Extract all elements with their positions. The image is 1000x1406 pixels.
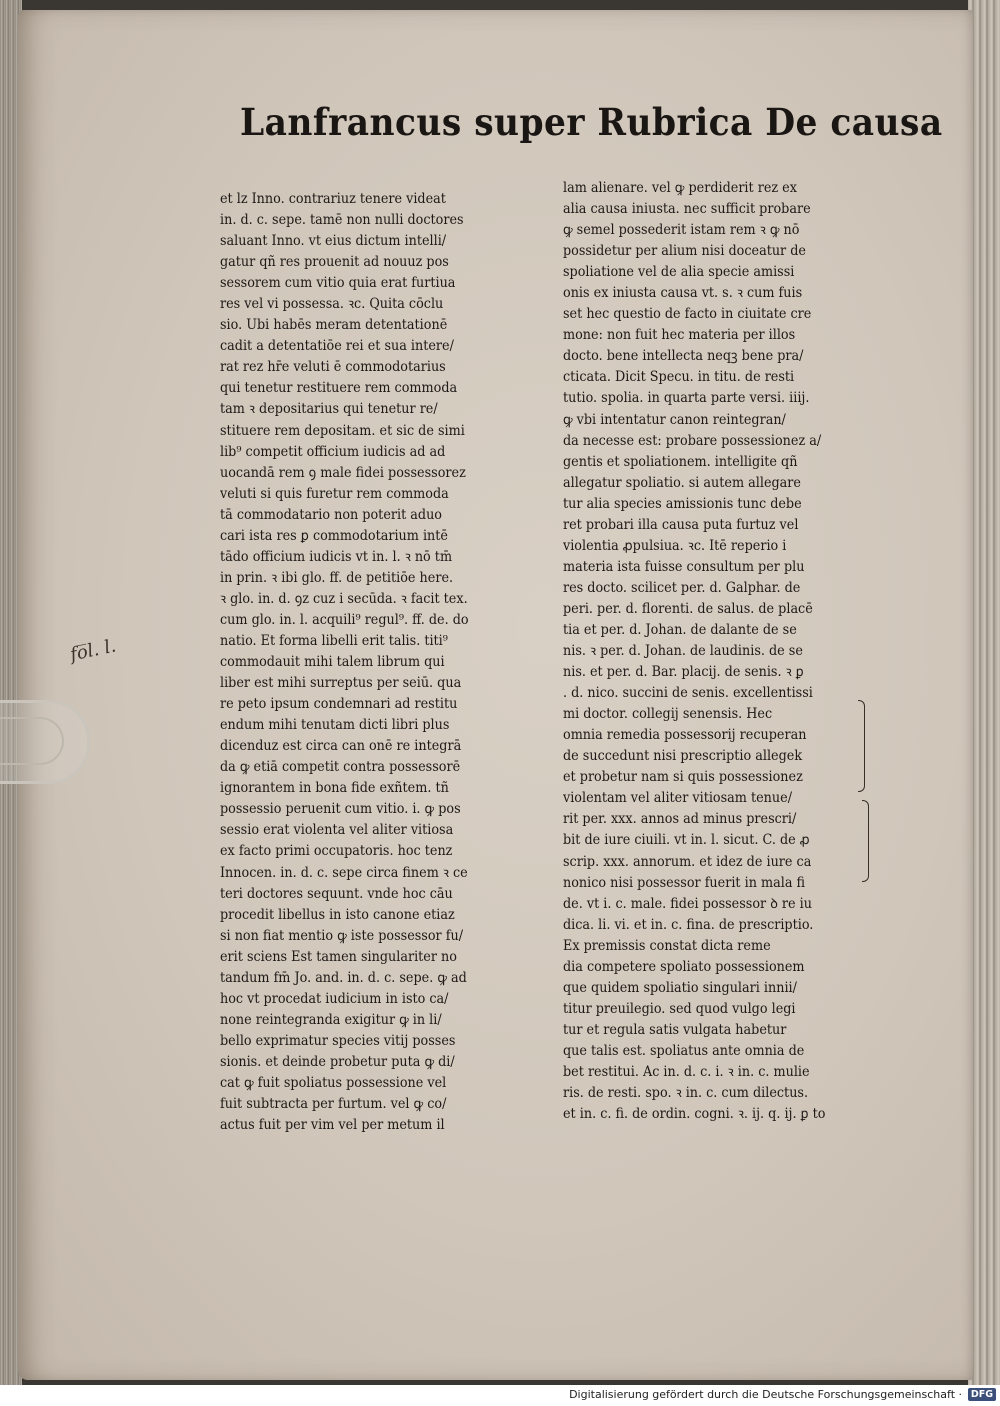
- text-line: tur et regula satis vulgata habetur: [563, 1021, 787, 1038]
- text-line: omnia remedia possessorij recuperan: [563, 727, 807, 744]
- text-line: da ꝙ etiā competit contra possessorē: [220, 759, 461, 776]
- text-line: peri. per. d. florenti. de salus. de placē: [563, 600, 813, 617]
- text-line: cari ista res ꝑ commodotarium intē: [220, 527, 448, 544]
- text-line: tā commodatario non poterit aduo: [220, 506, 443, 523]
- text-line: liber est mihi surreptus per seiū. qua: [220, 675, 462, 692]
- funding-credit: Digitalisierung gefördert durch die Deutsche Forschungsgemeinschaft ·: [569, 1388, 962, 1401]
- text-line: dicenduz est circa can onē re integrā: [220, 738, 462, 755]
- text-line: rit per. xxx. annos ad minus prescri/: [563, 811, 797, 828]
- page-title: Lanfrancus super Rubrica De causa: [240, 100, 943, 144]
- text-line: ret probari illa causa puta furtuz vel: [563, 516, 799, 533]
- footer-bar: [0, 1385, 1000, 1406]
- text-line: Innocen. in. d. c. sepe circa finem ꝛ ce: [220, 864, 468, 881]
- text-line: possidetur per alium nisi doceatur de: [563, 243, 806, 260]
- text-line: spoliatione vel de alia specie amissi: [563, 264, 795, 281]
- text-line: titur preuilegio. sed quod vulgo legi: [563, 1000, 796, 1017]
- text-line: tandum fm̄ Jo. and. in. d. c. sepe. ꝙ ad: [220, 969, 467, 986]
- text-line: cadit a detentatiōe rei et sua intere/: [220, 338, 454, 355]
- text-line: bit de iure ciuili. vt in. l. sicut. C. de ꝓ: [563, 832, 810, 849]
- text-line: none reintegranda exigitur ꝙ in li/: [220, 1011, 442, 1028]
- text-line: docto. bene intellecta neqꝫ bene pra/: [563, 348, 804, 365]
- text-line: si non fiat mentio ꝙ iste possessor fu/: [220, 927, 464, 944]
- text-line: et in. c. fi. de ordin. cogni. ꝛ. ij. q. ij. ꝑ to: [563, 1106, 826, 1123]
- page-clip-inner: [0, 717, 64, 765]
- text-line: stituere rem depositam. et sic de simi: [220, 422, 465, 439]
- text-line: ris. de resti. spo. ꝛ in. c. cum dilectus.: [563, 1085, 809, 1102]
- text-line: lam alienare. vel ꝙ perdiderit rez ex: [563, 180, 797, 196]
- text-line: veluti si quis furetur rem commoda: [220, 485, 449, 502]
- text-line: qui tenetur restituere rem commoda: [220, 380, 458, 397]
- text-line: erit sciens Est tamen singulariter no: [220, 948, 457, 965]
- text-line: dia competere spoliato possessionem: [563, 958, 805, 975]
- margin-bracket-lower: [862, 800, 869, 882]
- text-line: tādo officium iudicis vt in. l. ꝛ nō tm̄: [220, 548, 453, 565]
- text-line: violentam vel aliter vitiosam tenue/: [563, 790, 793, 807]
- text-line: in. d. c. sepe. tamē non nulli doctores: [220, 212, 464, 229]
- text-line: tutio. spolia. in quarta parte versi. iiij.: [563, 390, 810, 407]
- text-line: tam ꝛ depositarius qui tenetur re/: [220, 401, 438, 418]
- text-line: et lz Inno. contrariuz tenere videat: [220, 191, 446, 207]
- text-line: set hec questio de facto in ciuitate cre: [563, 306, 812, 323]
- text-line: que talis est. spoliatus ante omnia de: [563, 1042, 805, 1059]
- text-line: ex facto primi occupatoris. hoc tenz: [220, 843, 453, 860]
- text-line: cat ꝙ fuit spoliatus possessione vel: [220, 1074, 447, 1091]
- text-line: saluant Inno. vt eius dictum intelli/: [220, 233, 447, 250]
- text-line: ꝙ semel possederit istam rem ꝛ ꝙ nō: [563, 222, 800, 239]
- text-line: bello exprimatur species vitij posses: [220, 1032, 456, 1049]
- text-line: ꝙ vbi intentatur canon reintegran/: [563, 411, 786, 428]
- text-line: onis ex iniusta causa vt. s. ꝛ cum fuis: [563, 285, 803, 302]
- text-line: endum mihi tenutam dicti libri plus: [220, 717, 450, 734]
- text-line: ꝛ glo. in. d. ꝯz cuz i secūda. ꝛ facit tex.: [220, 590, 468, 607]
- text-line: alia causa iniusta. nec sufficit probare: [563, 201, 811, 218]
- text-line: in prin. ꝛ ibi glo. ff. de petitiōe here.: [220, 569, 454, 586]
- text-line: mone: non fuit hec materia per illos: [563, 327, 796, 344]
- text-line: de. vt i. c. male. fidei possessor ꝺ re iu: [563, 895, 812, 912]
- text-line: actus fuit per vim vel per metum il: [220, 1117, 445, 1134]
- margin-bracket-upper: [858, 700, 865, 792]
- text-line: gatur qñ res prouenit ad nouuz pos: [220, 254, 449, 271]
- text-line: possessio peruenit cum vitio. i. ꝙ pos: [220, 801, 461, 818]
- text-line: hoc vt procedat iudicium in isto ca/: [220, 990, 449, 1007]
- text-line: teri doctores sequunt. vnde hoc cāu: [220, 885, 453, 902]
- text-line: sessorem cum vitio quia erat furtiua: [220, 275, 456, 292]
- text-line: lib⁹ competit officium iudicis ad ad: [220, 443, 446, 460]
- text-line: cum glo. in. l. acquili⁹ regul⁹. ff. de. do: [220, 611, 469, 628]
- text-line: res vel vi possessa. ꝛc. Quita cōclu: [220, 296, 444, 313]
- text-line: natio. Et forma libelli erit talis. titi⁹: [220, 632, 448, 649]
- text-line: et probetur nam si quis possessionez: [563, 769, 803, 786]
- text-column-right: [563, 178, 863, 1125]
- text-line: violentia ꝓpulsiua. ꝛc. Itē reperio i: [563, 537, 787, 554]
- text-line: mi doctor. collegij senensis. Hec: [563, 706, 773, 723]
- text-line: tur alia species amissionis tunc debe: [563, 495, 802, 512]
- text-line: bet restitui. Ac in. d. c. i. ꝛ in. c. mulie: [563, 1063, 810, 1080]
- text-column-left: [220, 189, 520, 1136]
- text-line: res docto. scilicet per. d. Galphar. de: [563, 579, 801, 596]
- text-line: gentis et spoliationem. intelligite qñ: [563, 453, 798, 470]
- text-line: ignorantem in bona fide exñtem. tñ: [220, 780, 449, 797]
- text-line: sessio erat violenta vel aliter vitiosa: [220, 822, 454, 839]
- text-line: Ex premissis constat dicta reme: [563, 937, 771, 954]
- text-line: commodauit mihi talem librum qui: [220, 654, 445, 671]
- text-line: re peto ipsum condemnari ad restitu: [220, 696, 458, 713]
- text-line: uocandā rem ꝯ male fidei possessorez: [220, 464, 466, 481]
- text-line: da necesse est: probare possessionez a/: [563, 432, 822, 449]
- text-line: sio. Ubi habēs meram detentationē: [220, 317, 448, 334]
- text-line: sionis. et deinde probetur puta ꝙ di/: [220, 1053, 455, 1070]
- text-line: que quidem spoliatio singulari innii/: [563, 979, 797, 996]
- text-line: fuit subtracta per furtum. vel ꝙ co/: [220, 1096, 447, 1113]
- text-line: allegatur spoliatio. si autem allegare: [563, 474, 801, 491]
- dfg-logo: DFG: [968, 1388, 996, 1401]
- text-line: dica. li. vi. et in. c. fina. de prescriptio.: [563, 916, 814, 933]
- text-line: nis. et per. d. Bar. placij. de senis. ꝛ ꝑ: [563, 664, 804, 681]
- text-line: cticata. Dicit Specu. in titu. de resti: [563, 369, 795, 386]
- text-line: de succedunt nisi prescriptio allegek: [563, 748, 803, 765]
- text-line: tia et per. d. Johan. de dalante de se: [563, 621, 797, 638]
- text-line: rat rez hr̄e veluti ē commodotarius: [220, 359, 446, 376]
- handwritten-margin-note: fo̅l. l.: [68, 635, 118, 666]
- text-line: scrip. xxx. annorum. et idez de iure ca: [563, 853, 812, 870]
- text-line: . d. nico. succini de senis. excellentissi: [563, 685, 813, 702]
- text-line: nis. ꝛ per. d. Johan. de laudinis. de se: [563, 643, 803, 660]
- text-line: nonico nisi possessor fuerit in mala fi: [563, 874, 806, 891]
- text-line: procedit libellus in isto canone etiaz: [220, 906, 455, 923]
- text-line: materia ista fuisse consultum per plu: [563, 558, 805, 575]
